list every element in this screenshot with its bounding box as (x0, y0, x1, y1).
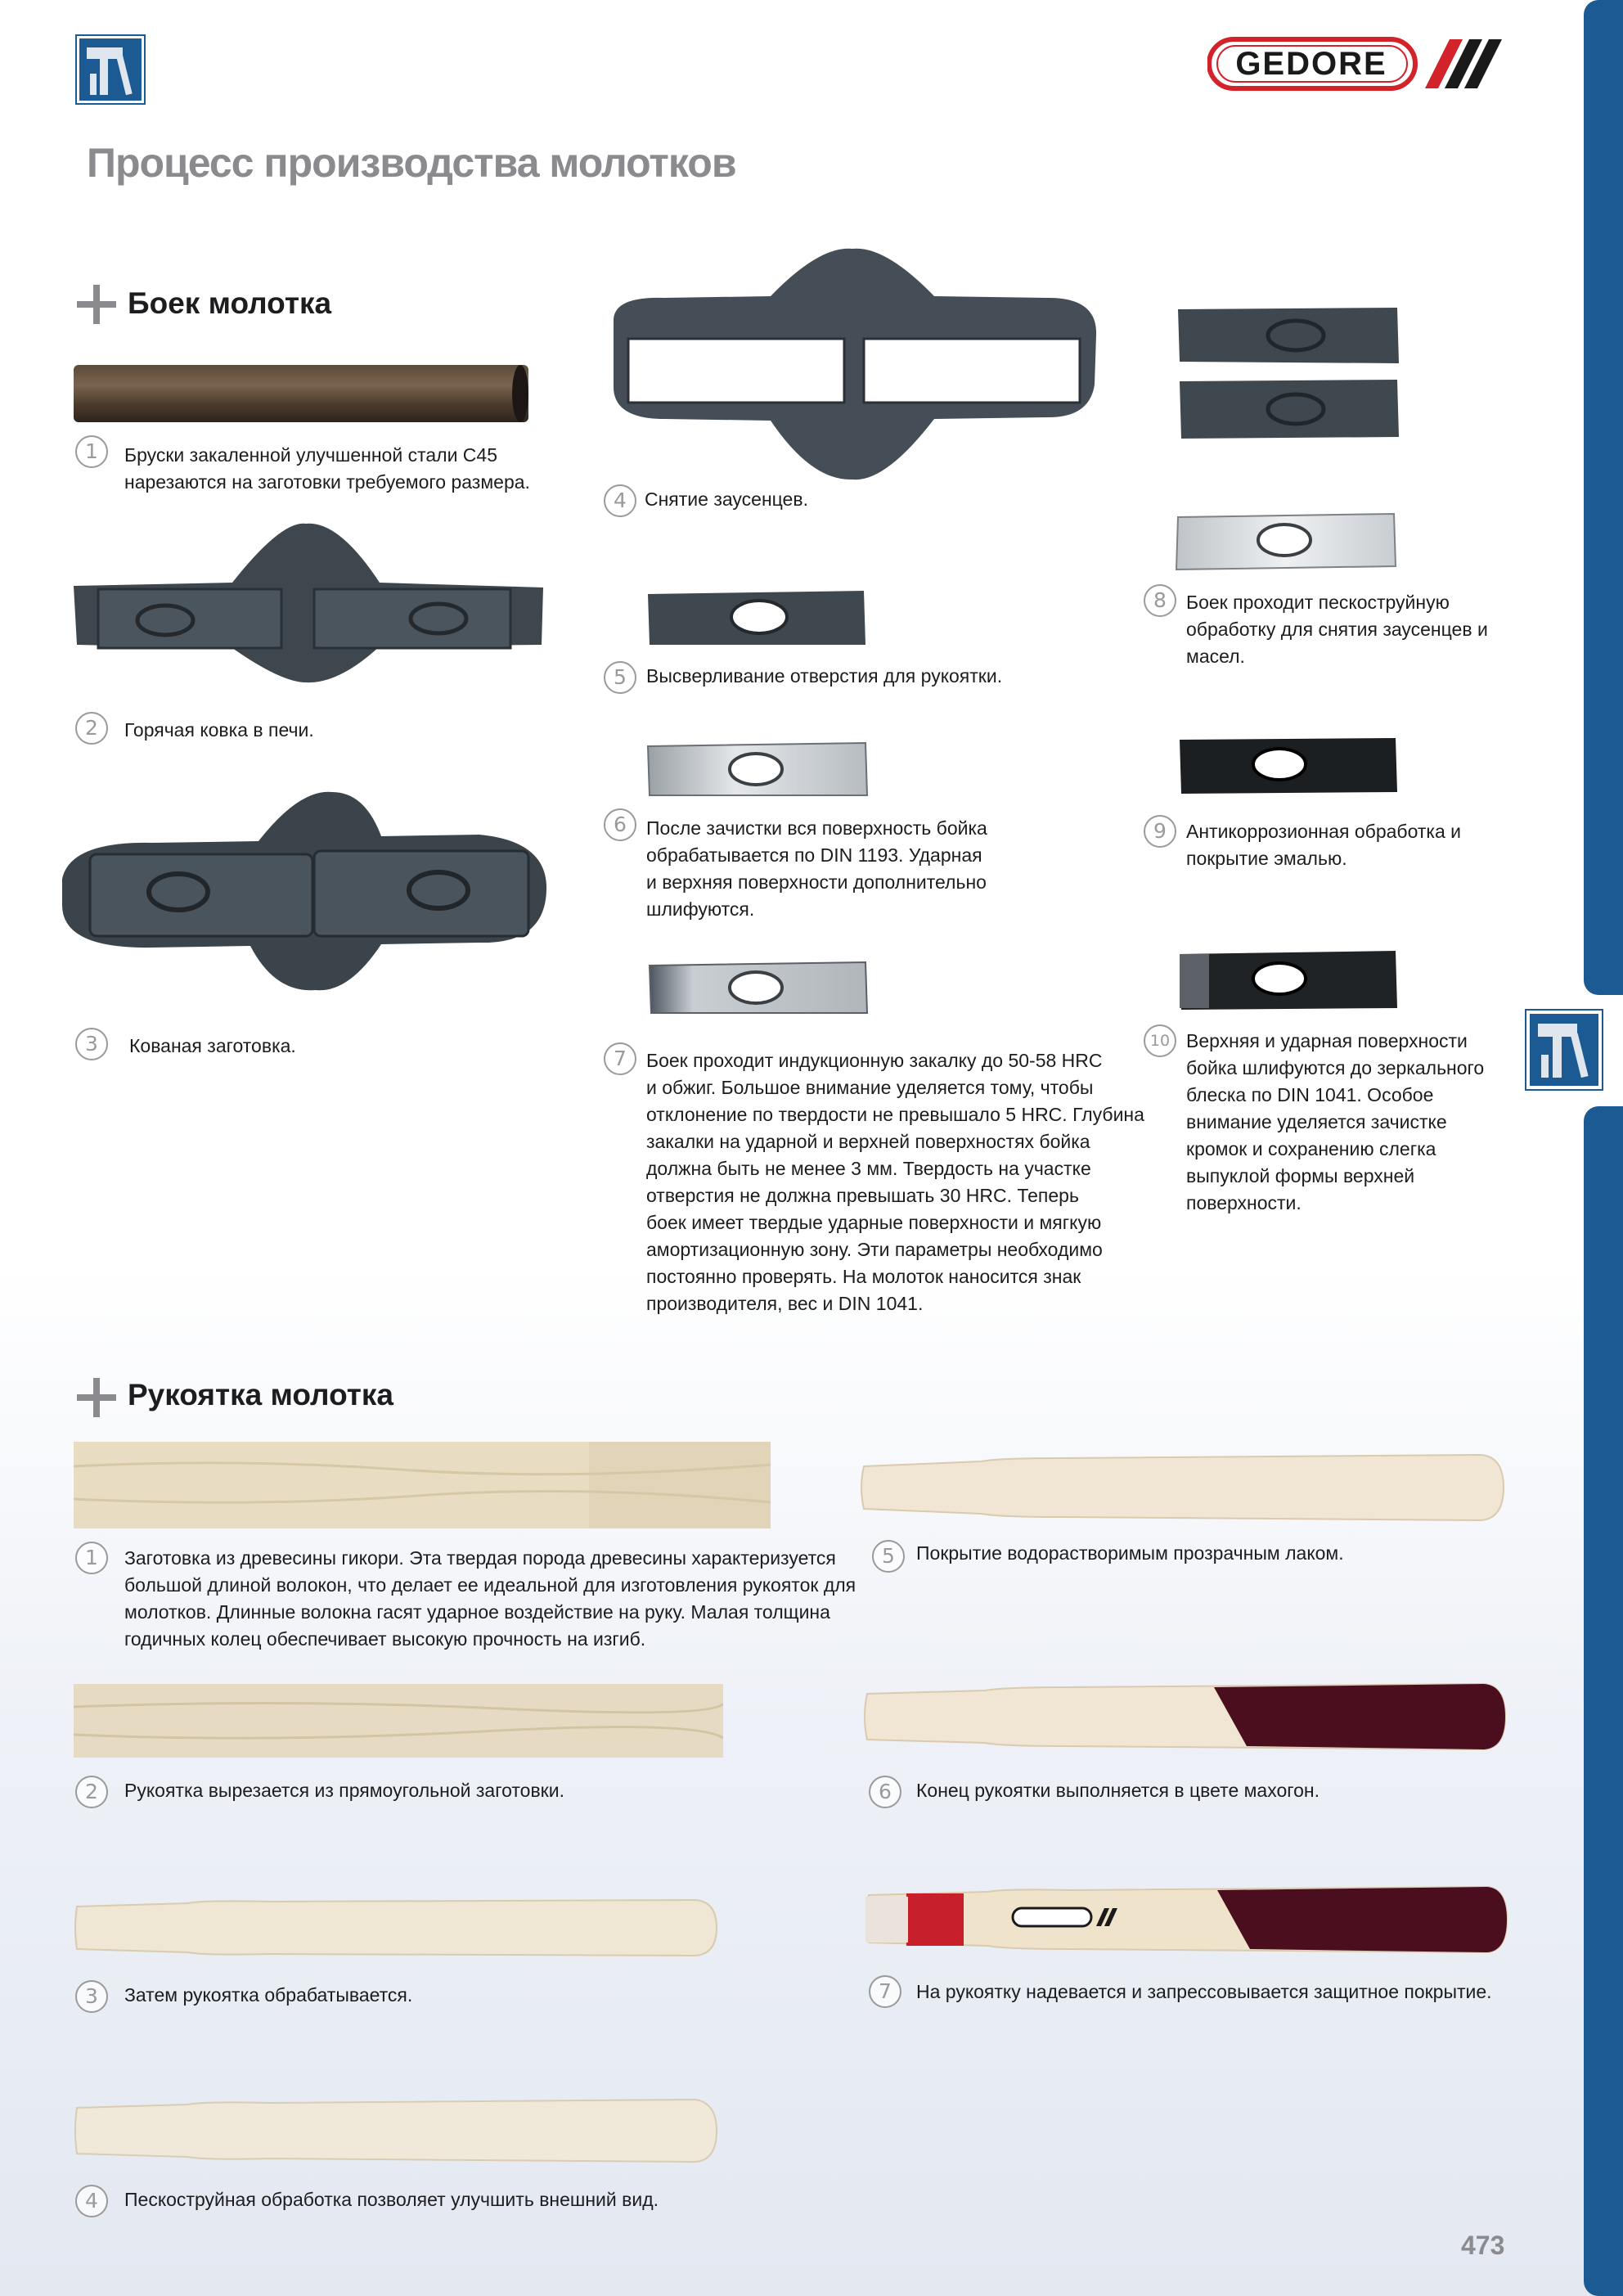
caption-line: бойка шлифуются до зеркального (1186, 1057, 1485, 1078)
shaped-handle-image (74, 1898, 718, 1957)
caption-line: Горячая ковка в печи. (124, 719, 314, 741)
step-caption (124, 1545, 856, 1653)
caption-line: амортизационную зону. Эти параметры необходимо (646, 1239, 1103, 1260)
step-number: 4 (75, 2185, 108, 2217)
caption-line: отклонение по твердости не превышало 5 HRC. Глубина (646, 1104, 1144, 1125)
caption-line: большой длиной волокон, что делает ее идеальной для изготовления рукояток для (124, 1574, 856, 1596)
caption-line: закалки на ударной и верхней поверхностях бойка (646, 1131, 1090, 1152)
protected-handle-image (865, 1885, 1508, 1954)
step-number: 2 (75, 712, 108, 745)
step-number: 8 (1144, 584, 1176, 617)
step-number: 7 (604, 1042, 636, 1075)
caption-line: внимание уделяется зачистке (1186, 1111, 1447, 1132)
hammer-tools-icon (75, 34, 146, 105)
step-caption (645, 486, 808, 513)
step-number: 6 (604, 808, 636, 841)
caption-line: блеска по DIN 1041. Особое (1186, 1084, 1434, 1105)
caption-line: обрабатывается по DIN 1193. Ударная (646, 844, 982, 866)
caption-line: масел. (1186, 646, 1245, 667)
step-caption (646, 1047, 1144, 1317)
mahogany-end-handle-image (862, 1682, 1507, 1751)
caption-line: После зачистки вся поверхность бойка (646, 817, 987, 839)
step-caption (1186, 589, 1488, 670)
caption-line: Покрытие водорастворимым прозрачным лаком. (916, 1542, 1344, 1564)
drilled-head-image (646, 588, 867, 648)
step-caption (124, 717, 314, 744)
step-number: 5 (604, 661, 636, 694)
section-plus-icon (77, 1378, 116, 1417)
step-number: 1 (75, 1542, 108, 1574)
section-plus-icon (77, 285, 116, 324)
caption-line: постоянно проверять. На молоток наносится знак (646, 1266, 1081, 1287)
caption-line: Снятие заусенцев. (645, 488, 808, 510)
enamelled-head-image (1178, 736, 1399, 795)
deburring-image (607, 245, 1101, 483)
caption-line: Рукоятка вырезается из прямоугольной заготовки. (124, 1780, 564, 1801)
forged-blank-image (69, 520, 548, 684)
sidebar-tab-top (1584, 0, 1623, 995)
sidebar-tab-bottom (1584, 1106, 1623, 2296)
step-caption (646, 815, 987, 923)
rectangular-handle-image (74, 1684, 723, 1758)
caption-line: должна быть не менее 3 мм. Твердость на участке (646, 1158, 1091, 1179)
caption-line: Высверливание отверстия для рукоятки. (646, 665, 1003, 687)
step-caption (124, 1777, 564, 1804)
caption-line: и обжиг. Большое внимание уделяется тому, чтобы (646, 1077, 1094, 1098)
caption-line: На рукоятку надевается и запрессовывается защитное покрытие. (916, 1981, 1492, 2002)
caption-line: Конец рукоятки выполняется в цвете махогон. (916, 1780, 1320, 1801)
caption-line: Боек проходит индукционную закалку до 50-58 HRC (646, 1050, 1103, 1071)
caption-line: Пескоструйная обработка позволяет улучшить внешний вид. (124, 2189, 659, 2210)
step-number: 9 (1144, 815, 1176, 848)
section-title-head: Боек молотка (128, 286, 332, 320)
varnished-handle-image (859, 1453, 1505, 1522)
step-caption (124, 442, 530, 496)
steel-bar-image (74, 363, 528, 424)
step-number: 7 (869, 1975, 901, 2008)
step-number: 3 (75, 1028, 108, 1060)
cleaned-head-image (646, 741, 869, 799)
caption-line: шлифуются. (646, 898, 755, 920)
page-number: 473 (1461, 2231, 1505, 2260)
step-number: 5 (872, 1540, 905, 1573)
caption-line: выпуклой формы верхней (1186, 1165, 1415, 1186)
step-caption (1186, 1028, 1484, 1217)
step-caption (1186, 818, 1461, 872)
step-caption (916, 1540, 1344, 1567)
wood-blank-image (74, 1442, 771, 1528)
step-caption (916, 1979, 1492, 2006)
caption-line: Верхняя и ударная поверхности (1186, 1030, 1468, 1051)
caption-line: Заготовка из древесины гикори. Эта твердая порода древесины характеризуется (124, 1547, 836, 1569)
page-title: Процесс производства молотков (87, 140, 736, 186)
cut-heads-image (1176, 306, 1400, 440)
step-caption (129, 1033, 296, 1060)
caption-line: Затем рукоятка обрабатывается. (124, 1984, 413, 2006)
step-number: 1 (75, 435, 108, 468)
caption-line: покрытие эмалью. (1186, 848, 1347, 869)
caption-line: поверхности. (1186, 1192, 1302, 1213)
caption-line: нарезаются на заготовки требуемого размера. (124, 471, 530, 493)
caption-line: Боек проходит пескоструйную (1186, 592, 1450, 613)
hammer-tools-icon[interactable] (1525, 1009, 1603, 1091)
caption-line: Бруски закаленной улучшенной стали С45 (124, 444, 498, 466)
forged-piece-image (54, 789, 555, 993)
caption-line: производителя, вес и DIN 1041. (646, 1293, 924, 1314)
step-caption (124, 2186, 659, 2213)
caption-line: Кованая заготовка. (129, 1035, 296, 1056)
step-number: 3 (75, 1980, 108, 2013)
caption-line: и верхняя поверхности дополнительно (646, 871, 987, 893)
caption-line: кромок и сохранению слегка (1186, 1138, 1436, 1159)
caption-line: отверстия не должна превышать 30 HRC. Теперь (646, 1185, 1079, 1206)
step-number: 4 (604, 484, 636, 517)
sandblasted-handle-image (74, 2098, 718, 2163)
step-number: 6 (869, 1776, 901, 1808)
step-number: 2 (75, 1776, 108, 1808)
polished-head-image (1178, 949, 1399, 1011)
caption-line: боек имеет твердые ударные поверхности и мягкую (646, 1212, 1102, 1233)
step-caption (916, 1777, 1320, 1804)
brand-name: GEDORE (1235, 46, 1387, 82)
hardened-head-image (648, 961, 869, 1016)
caption-line: обработку для снятия заусенцев и (1186, 619, 1488, 640)
caption-line: молотков. Длинные волокна гасят ударное воздействие на руку. Малая толщина (124, 1601, 830, 1623)
step-number: 10 (1144, 1024, 1176, 1057)
caption-line: Антикоррозионная обработка и (1186, 821, 1462, 842)
sandblasted-head-image (1175, 512, 1397, 571)
step-caption (124, 1982, 412, 2009)
section-title-handle: Рукоятка молотка (128, 1378, 393, 1411)
step-caption (646, 663, 1002, 690)
caption-line: годичных колец обеспечивает высокую прочность на изгиб. (124, 1628, 646, 1650)
